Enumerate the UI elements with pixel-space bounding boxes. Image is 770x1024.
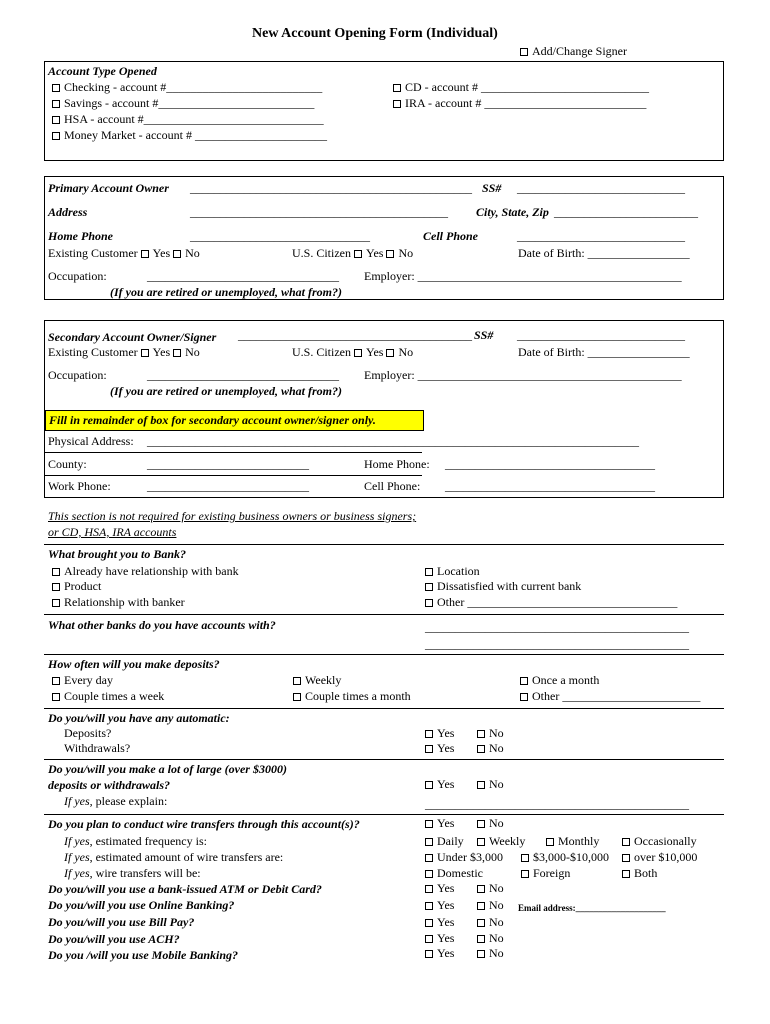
primary-owner-label: Primary Account Owner bbox=[48, 181, 169, 195]
checkbox-icon[interactable] bbox=[425, 820, 433, 828]
deposits-opt1[interactable]: Every day bbox=[52, 673, 113, 688]
secondary-existing-customer: Existing Customer Yes No bbox=[48, 345, 200, 359]
checkbox-icon[interactable] bbox=[520, 677, 528, 685]
divider bbox=[44, 814, 724, 815]
page-title: New Account Opening Form (Individual) bbox=[252, 26, 498, 41]
online-yes[interactable]: Yes bbox=[425, 898, 454, 913]
wire-domestic[interactable]: Domestic bbox=[425, 866, 483, 881]
brought-heading: What brought you to Bank? bbox=[48, 547, 187, 561]
secondary-owner-field[interactable]: _______________________________________ bbox=[238, 328, 472, 342]
automatic-deposits-no[interactable]: No bbox=[477, 726, 504, 741]
checkbox-icon[interactable] bbox=[52, 677, 60, 685]
checkbox-icon[interactable] bbox=[52, 84, 60, 92]
primary-ss-field[interactable]: ____________________________ bbox=[517, 181, 685, 195]
occupation-label: Occupation: bbox=[48, 269, 107, 283]
checkbox-icon[interactable] bbox=[354, 250, 362, 258]
deposits-opt5[interactable]: Once a month bbox=[520, 673, 599, 688]
ach-question: Do you/will you use ACH? bbox=[48, 932, 180, 946]
wire-amount-label: If yes, estimated amount of wire transfers are: bbox=[64, 850, 284, 864]
checkbox-icon[interactable] bbox=[141, 250, 149, 258]
checkbox-icon[interactable] bbox=[477, 745, 485, 753]
checkbox-icon[interactable] bbox=[622, 838, 630, 846]
checkbox-icon[interactable] bbox=[425, 885, 433, 893]
checkbox-icon[interactable] bbox=[386, 250, 394, 258]
brought-opt3[interactable]: Relationship with banker bbox=[52, 595, 185, 610]
divider bbox=[44, 708, 724, 709]
checkbox-icon[interactable] bbox=[477, 838, 485, 846]
email-field[interactable]: Email address:____________________ bbox=[518, 903, 666, 913]
automatic-withdrawals-label: Withdrawals? bbox=[64, 741, 131, 755]
deposits-opt4[interactable]: Couple times a month bbox=[293, 689, 411, 704]
checkbox-icon[interactable] bbox=[425, 568, 433, 576]
divider bbox=[44, 654, 724, 655]
wire-type-label: If yes, wire transfers will be: bbox=[64, 866, 201, 880]
checkbox-icon[interactable] bbox=[425, 854, 433, 862]
checkbox-icon[interactable] bbox=[477, 820, 485, 828]
large-explain-label: If yes, please explain: bbox=[64, 794, 168, 808]
checkbox-icon[interactable] bbox=[477, 781, 485, 789]
checkbox-icon[interactable] bbox=[173, 349, 181, 357]
other-banks-heading: What other banks do you have accounts with? bbox=[48, 618, 276, 632]
cell-phone-label: Cell Phone bbox=[423, 229, 479, 243]
brought-opt1[interactable]: Already have relationship with bank bbox=[52, 564, 239, 579]
address-field[interactable]: ___________________________________________ bbox=[190, 205, 448, 219]
city-state-zip-field[interactable]: ________________________ bbox=[554, 205, 698, 219]
savings-option[interactable]: Savings - account #__________________________ bbox=[52, 96, 314, 111]
other-banks-field1[interactable]: ____________________________________________ bbox=[425, 620, 689, 634]
wire-daily[interactable]: Daily bbox=[425, 834, 464, 849]
deposits-opt2[interactable]: Couple times a week bbox=[52, 689, 164, 704]
deposits-opt6[interactable]: Other _______________________ bbox=[520, 689, 700, 704]
primary-dob[interactable]: Date of Birth: _________________ bbox=[518, 246, 690, 260]
checkbox-icon[interactable] bbox=[425, 583, 433, 591]
wire-under[interactable]: Under $3,000 bbox=[425, 850, 503, 865]
hsa-option[interactable]: HSA - account #______________________________ bbox=[52, 112, 324, 127]
automatic-heading: Do you/will you have any automatic: bbox=[48, 711, 230, 725]
secondary-employer-field[interactable]: Employer: ____________________________________________ bbox=[364, 368, 682, 382]
secondary-occupation-field[interactable]: ________________________________ bbox=[147, 368, 339, 382]
checkbox-icon[interactable] bbox=[521, 870, 529, 878]
deposits-opt3[interactable]: Weekly bbox=[293, 673, 341, 688]
online-no[interactable]: No bbox=[477, 898, 504, 913]
secondary-ss-label: SS# bbox=[474, 328, 494, 342]
automatic-deposits-yes[interactable]: Yes bbox=[425, 726, 454, 741]
checkbox-icon[interactable] bbox=[52, 132, 60, 140]
wire-over[interactable]: over $10,000 bbox=[622, 850, 697, 865]
deposits-heading: How often will you make deposits? bbox=[48, 657, 220, 671]
checkbox-icon[interactable] bbox=[52, 100, 60, 108]
brought-opt5[interactable]: Dissatisfied with current bank bbox=[425, 579, 581, 594]
physical-address-label: Physical Address: bbox=[48, 434, 134, 448]
physical-address-field[interactable]: __________________________________________________________________________________ bbox=[147, 434, 639, 448]
mobile-yes[interactable]: Yes bbox=[425, 946, 454, 961]
checkbox-icon[interactable] bbox=[52, 116, 60, 124]
mobile-no[interactable]: No bbox=[477, 946, 504, 961]
checkbox-icon[interactable] bbox=[425, 919, 433, 927]
primary-ss-label: SS# bbox=[482, 181, 502, 195]
address-label: Address bbox=[48, 205, 88, 219]
secondary-occupation-label: Occupation: bbox=[48, 368, 107, 382]
checkbox-icon[interactable] bbox=[293, 677, 301, 685]
checking-option[interactable]: Checking - account #__________________________ bbox=[52, 80, 322, 95]
checkbox-icon[interactable] bbox=[477, 919, 485, 927]
wire-monthly[interactable]: Monthly bbox=[546, 834, 599, 849]
atm-no[interactable]: No bbox=[477, 881, 504, 896]
checkbox-icon[interactable] bbox=[477, 885, 485, 893]
checkbox-icon[interactable] bbox=[425, 745, 433, 753]
employer-field[interactable]: Employer: ____________________________________________ bbox=[364, 269, 682, 283]
other-banks-field2[interactable]: ____________________________________________ bbox=[425, 637, 689, 651]
checkbox-icon[interactable] bbox=[52, 568, 60, 576]
secondary-cell-phone-field[interactable]: ___________________________________ bbox=[445, 479, 655, 493]
large-explain-field[interactable]: ____________________________________________ bbox=[425, 797, 689, 811]
checkbox-icon[interactable] bbox=[477, 730, 485, 738]
checkbox-icon[interactable] bbox=[52, 599, 60, 607]
wire-frequency-label: If yes, estimated frequency is: bbox=[64, 834, 207, 848]
account-type-heading: Account Type Opened bbox=[48, 64, 157, 78]
checkbox-icon[interactable] bbox=[425, 902, 433, 910]
divider bbox=[44, 475, 422, 476]
primary-existing-customer: Existing Customer Yes No bbox=[48, 246, 200, 260]
ach-no[interactable]: No bbox=[477, 931, 504, 946]
checkbox-icon[interactable] bbox=[393, 100, 401, 108]
brought-opt6[interactable]: Other ___________________________________ bbox=[425, 595, 677, 610]
brought-opt2[interactable]: Product bbox=[52, 579, 101, 594]
automatic-withdrawals-no[interactable]: No bbox=[477, 741, 504, 756]
large-yes[interactable]: Yes bbox=[425, 777, 454, 792]
secondary-dob[interactable]: Date of Birth: _________________ bbox=[518, 345, 690, 359]
secondary-owner-label: Secondary Account Owner/Signer bbox=[48, 330, 217, 344]
checkbox-icon[interactable] bbox=[425, 781, 433, 789]
atm-yes[interactable]: Yes bbox=[425, 881, 454, 896]
checkbox-icon[interactable] bbox=[520, 693, 528, 701]
secondary-cell-phone-label: Cell Phone: bbox=[364, 479, 421, 493]
primary-owner-field[interactable]: _______________________________________________ bbox=[190, 181, 472, 195]
divider bbox=[44, 452, 422, 453]
wire-both[interactable]: Both bbox=[622, 866, 657, 881]
checkbox-icon[interactable] bbox=[425, 950, 433, 958]
wire-foreign[interactable]: Foreign bbox=[521, 866, 570, 881]
secondary-home-phone-label: Home Phone: bbox=[364, 457, 430, 471]
large-heading2: deposits or withdrawals? bbox=[48, 778, 171, 792]
automatic-deposits-label: Deposits? bbox=[64, 726, 112, 740]
brought-opt4[interactable]: Location bbox=[425, 564, 480, 579]
county-label: County: bbox=[48, 457, 87, 471]
checkbox-icon[interactable] bbox=[141, 349, 149, 357]
occupation-field[interactable]: ________________________________ bbox=[147, 269, 339, 283]
checkbox-icon[interactable] bbox=[520, 48, 528, 56]
large-no[interactable]: No bbox=[477, 777, 504, 792]
work-phone-field[interactable]: ___________________________ bbox=[147, 479, 309, 493]
wire-yes[interactable]: Yes bbox=[425, 816, 454, 831]
checkbox-icon[interactable] bbox=[293, 693, 301, 701]
automatic-withdrawals-yes[interactable]: Yes bbox=[425, 741, 454, 756]
checkbox-icon[interactable] bbox=[546, 838, 554, 846]
checkbox-icon[interactable] bbox=[354, 349, 362, 357]
secondary-home-phone-field[interactable]: ___________________________________ bbox=[445, 457, 655, 471]
ach-yes[interactable]: Yes bbox=[425, 931, 454, 946]
checkbox-icon[interactable] bbox=[425, 935, 433, 943]
wire-no[interactable]: No bbox=[477, 816, 504, 831]
mobile-question: Do you /will you use Mobile Banking? bbox=[48, 948, 239, 962]
billpay-no[interactable]: No bbox=[477, 915, 504, 930]
secondary-citizen: U.S. Citizen Yes No bbox=[292, 345, 414, 359]
retired-note: (If you are retired or unemployed, what from?) bbox=[110, 285, 342, 299]
fill-note: Fill in remainder of box for secondary account owner/signer only. bbox=[45, 410, 424, 431]
checkbox-icon[interactable] bbox=[425, 870, 433, 878]
large-heading1: Do you/will you make a lot of large (over $3000) bbox=[48, 762, 287, 776]
checkbox-icon[interactable] bbox=[477, 902, 485, 910]
billpay-yes[interactable]: Yes bbox=[425, 915, 454, 930]
checkbox-icon[interactable] bbox=[393, 84, 401, 92]
add-change-signer[interactable]: Add/Change Signer bbox=[520, 44, 627, 59]
ira-option[interactable]: IRA - account # ___________________________ bbox=[393, 96, 646, 111]
billpay-question: Do you/will you use Bill Pay? bbox=[48, 915, 195, 929]
wire-occasionally[interactable]: Occasionally bbox=[622, 834, 697, 849]
checkbox-icon[interactable] bbox=[622, 854, 630, 862]
checkbox-icon[interactable] bbox=[425, 838, 433, 846]
county-field[interactable]: ___________________________ bbox=[147, 457, 309, 471]
checkbox-icon[interactable] bbox=[477, 950, 485, 958]
online-question: Do you/will you use Online Banking? bbox=[48, 898, 235, 912]
atm-question: Do you/will you use a bank-issued ATM or Debit Card? bbox=[48, 882, 322, 896]
primary-citizen: U.S. Citizen Yes No bbox=[292, 246, 414, 260]
secondary-retired-note: (If you are retired or unemployed, what from?) bbox=[110, 384, 342, 398]
checkbox-icon[interactable] bbox=[477, 935, 485, 943]
checkbox-icon[interactable] bbox=[521, 854, 529, 862]
notice-line2: or CD, HSA, IRA accounts bbox=[48, 525, 177, 539]
divider bbox=[44, 759, 724, 760]
home-phone-field[interactable]: ______________________________ bbox=[190, 229, 370, 243]
notice-line1: This section is not required for existing business owners or business signers; bbox=[48, 509, 417, 523]
wire-heading: Do you plan to conduct wire transfers through this account(s)? bbox=[48, 817, 360, 831]
secondary-ss-field[interactable]: ____________________________ bbox=[517, 328, 685, 342]
checkbox-icon[interactable] bbox=[386, 349, 394, 357]
checkbox-icon[interactable] bbox=[425, 599, 433, 607]
work-phone-label: Work Phone: bbox=[48, 479, 111, 493]
checkbox-icon[interactable] bbox=[52, 583, 60, 591]
checkbox-icon[interactable] bbox=[52, 693, 60, 701]
checkbox-icon[interactable] bbox=[173, 250, 181, 258]
cd-option[interactable]: CD - account # ____________________________ bbox=[393, 80, 649, 95]
checkbox-icon[interactable] bbox=[425, 730, 433, 738]
wire-weekly[interactable]: Weekly bbox=[477, 834, 525, 849]
divider bbox=[44, 614, 724, 615]
wire-mid[interactable]: $3,000-$10,000 bbox=[521, 850, 609, 865]
city-state-zip-label: City, State, Zip bbox=[476, 205, 549, 219]
divider bbox=[44, 544, 724, 545]
checkbox-icon[interactable] bbox=[622, 870, 630, 878]
home-phone-label: Home Phone bbox=[48, 229, 113, 243]
cell-phone-field[interactable]: ____________________________ bbox=[517, 229, 685, 243]
money-market-option[interactable]: Money Market - account # ______________________ bbox=[52, 128, 327, 143]
